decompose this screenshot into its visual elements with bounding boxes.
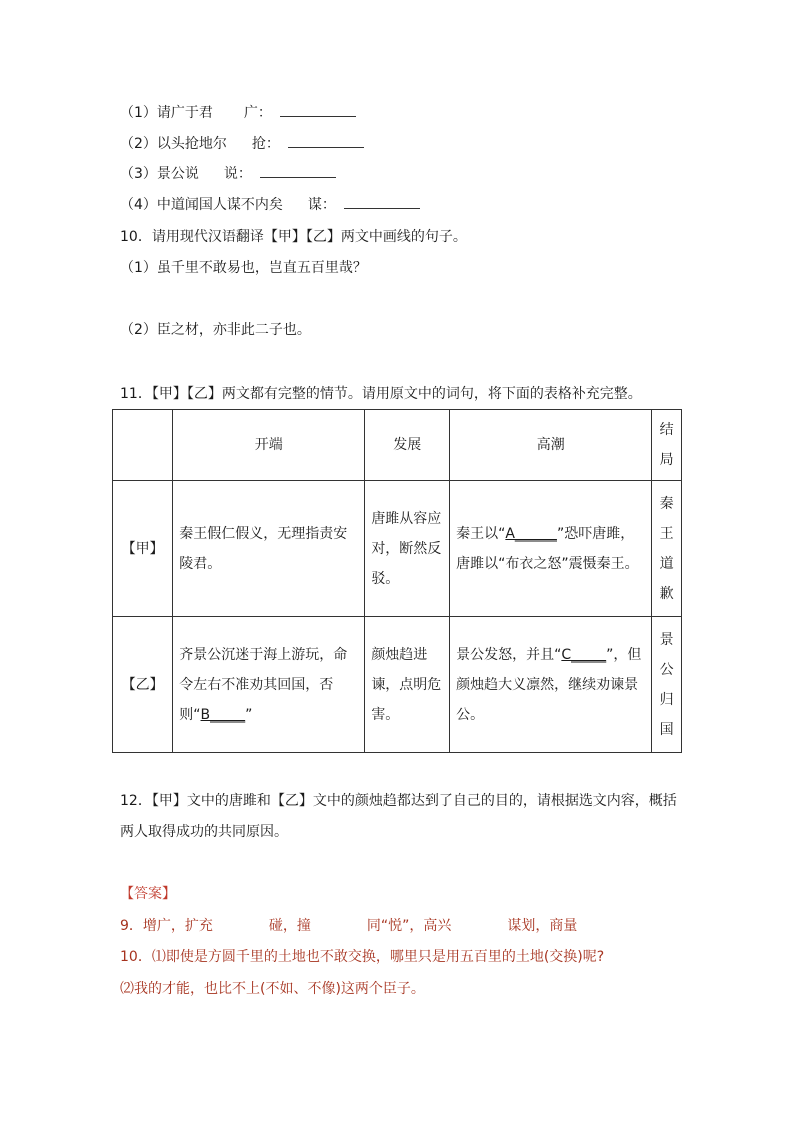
row-label-jia: 【甲】 <box>113 481 173 617</box>
header-cell-ending: 结局 <box>652 410 682 481</box>
row-label-yi: 【乙】 <box>113 617 173 753</box>
table-header-row <box>113 410 682 481</box>
header-cell-start: 开端 <box>173 410 365 481</box>
header-cell-empty <box>113 410 173 481</box>
answer-9: 9．增广，扩充 碰，撞 同“悦”，高兴 谋划，商量 <box>120 918 578 934</box>
answer-heading: 【答案】 <box>120 886 176 902</box>
plot-table <box>112 409 682 753</box>
q9-item-3 <box>120 163 336 184</box>
cell-start-yi: 齐景公沉迷于海上游玩，命令左右不准劝其回国，否则“B_____” <box>173 617 365 753</box>
q10-sentence-2: （2）臣之材，亦非此二子也。 <box>120 322 311 338</box>
blank-c[interactable]: C_____ <box>561 646 607 663</box>
cell-start-jia: 秦王假仁假义，无理指责安陵君。 <box>173 481 365 617</box>
cell-climax-jia: 秦王以“A______”恐吓唐雎，唐雎以“布衣之怒”震慑秦王。 <box>450 481 652 617</box>
q9-item-label: 广： <box>243 105 272 121</box>
answer-10-2: ⑵我的才能，也比不上(不如、不像)这两个臣子。 <box>120 981 425 997</box>
q12-line-1: 12．【甲】文中的唐雎和【乙】文中的颜烛趋都达到了自己的目的，请根据选文内容，概括 <box>120 793 677 809</box>
blank-b[interactable]: B_____ <box>200 706 246 723</box>
cell-develop-jia: 唐雎从容应对，断然反驳。 <box>365 481 450 617</box>
q9-item-label: 谋： <box>307 197 336 213</box>
cell-ending-yi: 景公归国 <box>652 617 682 753</box>
answer-10-1: 10．⑴即使是方圆千里的土地也不敢交换，哪里只是用五百里的土地(交换)呢? <box>120 949 605 965</box>
answer-blank[interactable] <box>280 102 356 117</box>
answer-blank[interactable] <box>260 163 336 178</box>
q10-question: 10．请用现代汉语翻译【甲】【乙】两文中画线的句子。 <box>120 229 467 245</box>
q9-item-text: （1）请广于君 <box>120 105 213 121</box>
q9-item-text: （4）中道闻国人谋不内矣 <box>120 197 283 213</box>
q9-item-label: 抢： <box>251 136 280 152</box>
cell-climax-yi: 景公发怒，并且“C_____”，但颜烛趋大义凛然，继续劝谏景公。 <box>450 617 652 753</box>
q9-item-2 <box>120 133 364 154</box>
q10-sentence-1: （1）虽千里不敢易也，岂直五百里哉？ <box>120 260 367 276</box>
answer-blank[interactable] <box>288 133 364 148</box>
table-row-yi <box>113 617 682 753</box>
cell-develop-yi: 颜烛趋进谏，点明危害。 <box>365 617 450 753</box>
q9-item-text: （3）景公说 <box>120 166 199 182</box>
q12-line-2: 两人取得成功的共同原因。 <box>120 824 288 840</box>
header-cell-climax: 高潮 <box>450 410 652 481</box>
header-cell-develop: 发展 <box>365 410 450 481</box>
answer-blank[interactable] <box>344 194 420 209</box>
blank-a[interactable]: A______ <box>505 525 557 542</box>
cell-ending-jia: 秦王道歉 <box>652 481 682 617</box>
table-row-jia <box>113 481 682 617</box>
q9-item-4 <box>120 194 420 215</box>
q9-item-1 <box>120 102 356 123</box>
q9-item-text: （2）以头抢地尔 <box>120 136 227 152</box>
q9-item-label: 说： <box>223 166 252 182</box>
q11-question: 11．【甲】【乙】两文都有完整的情节。请用原文中的词句，将下面的表格补充完整。 <box>120 386 642 402</box>
